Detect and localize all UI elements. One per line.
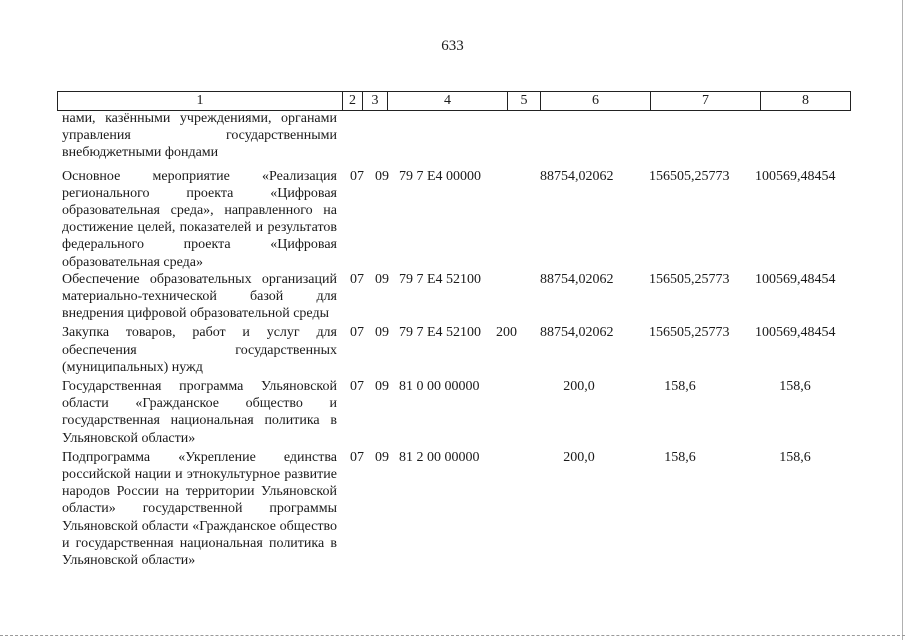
header-col-4: 4 <box>387 92 507 110</box>
cell-section: 07 <box>350 168 364 184</box>
cell-subsection: 09 <box>375 271 389 287</box>
table-row <box>0 110 905 162</box>
row-description: нами, казёнными учреждениями, органами управления государственными внебюджетными фондами <box>62 111 337 161</box>
row-description: Закупка товаров, работ и услуг для обеспечения государственных (муниципальных) нужд <box>62 325 337 375</box>
row-description: Обеспечение образовательных организаций материально-технической базой для внедрения цифровой образовательной среды <box>62 271 337 322</box>
cell-amount-2: 156505,25773 <box>649 325 730 341</box>
page-number: 633 <box>441 38 464 54</box>
cell-amount-1: 200,0 <box>563 379 595 395</box>
table-row <box>0 449 905 569</box>
cell-section: 07 <box>350 325 364 341</box>
cell-target-code: 79 7 E4 52100 <box>399 325 482 341</box>
cell-amount-2: 156505,25773 <box>649 168 730 184</box>
cell-amount-3: 100569,48454 <box>755 168 836 184</box>
cell-amount-3: 158,6 <box>779 449 811 465</box>
cell-amount-1: 200,0 <box>563 449 595 465</box>
cell-subsection: 09 <box>375 449 389 465</box>
cell-target-code: 79 7 E4 00000 <box>399 168 482 184</box>
header-col-2: 2 <box>342 92 362 110</box>
cell-target-code: 79 7 E4 52100 <box>399 271 482 287</box>
table-row <box>0 324 905 376</box>
cell-target-code: 81 0 00 00000 <box>399 379 480 395</box>
header-col-3: 3 <box>362 92 387 110</box>
header-col-7: 7 <box>650 92 760 110</box>
cell-amount-1: 88754,02062 <box>540 168 614 184</box>
cell-subsection: 09 <box>375 325 389 341</box>
cell-section: 07 <box>350 379 364 395</box>
cell-section: 07 <box>350 271 364 287</box>
cell-amount-1: 88754,02062 <box>540 271 614 287</box>
row-description: Основное мероприятие «Реализация регионального проекта «Цифровая образовательная среда», направленного на достижение целей, показателей и результатов федерального проекта «Цифровая образовательная среда» <box>62 168 337 270</box>
cell-amount-1: 88754,02062 <box>540 325 614 341</box>
header-col-5: 5 <box>507 92 540 110</box>
header-col-1: 1 <box>196 93 204 108</box>
table-row <box>0 271 905 323</box>
row-description: Подпрограмма «Укрепление единства российской нации и этнокультурное развитие народов России на территории Ульяновской области» государственной программы Ульяновской области «Гражданское общество и государственная национальная политика в Ульяновской области» <box>62 449 337 569</box>
cell-amount-2: 158,6 <box>664 379 696 395</box>
cell-expense-type: 200 <box>496 325 517 341</box>
cell-amount-3: 100569,48454 <box>755 271 836 287</box>
table-body <box>0 110 905 569</box>
cell-target-code: 81 2 00 00000 <box>399 449 480 465</box>
cell-subsection: 09 <box>375 379 389 395</box>
row-description: Государственная программа Ульяновской области «Гражданское общество и государственная национальная политика в Ульяновской области» <box>62 379 337 446</box>
header-col-6: 6 <box>540 92 650 110</box>
table-header-row <box>57 91 851 111</box>
cell-section: 07 <box>350 449 364 465</box>
cell-amount-3: 158,6 <box>779 379 811 395</box>
table-row <box>0 168 905 271</box>
cell-amount-2: 156505,25773 <box>649 271 730 287</box>
page-edge-bottom <box>0 635 905 636</box>
header-col-8: 8 <box>760 92 850 110</box>
cell-amount-2: 158,6 <box>664 449 696 465</box>
table-row <box>0 378 905 447</box>
cell-subsection: 09 <box>375 168 389 184</box>
cell-amount-3: 100569,48454 <box>755 325 836 341</box>
